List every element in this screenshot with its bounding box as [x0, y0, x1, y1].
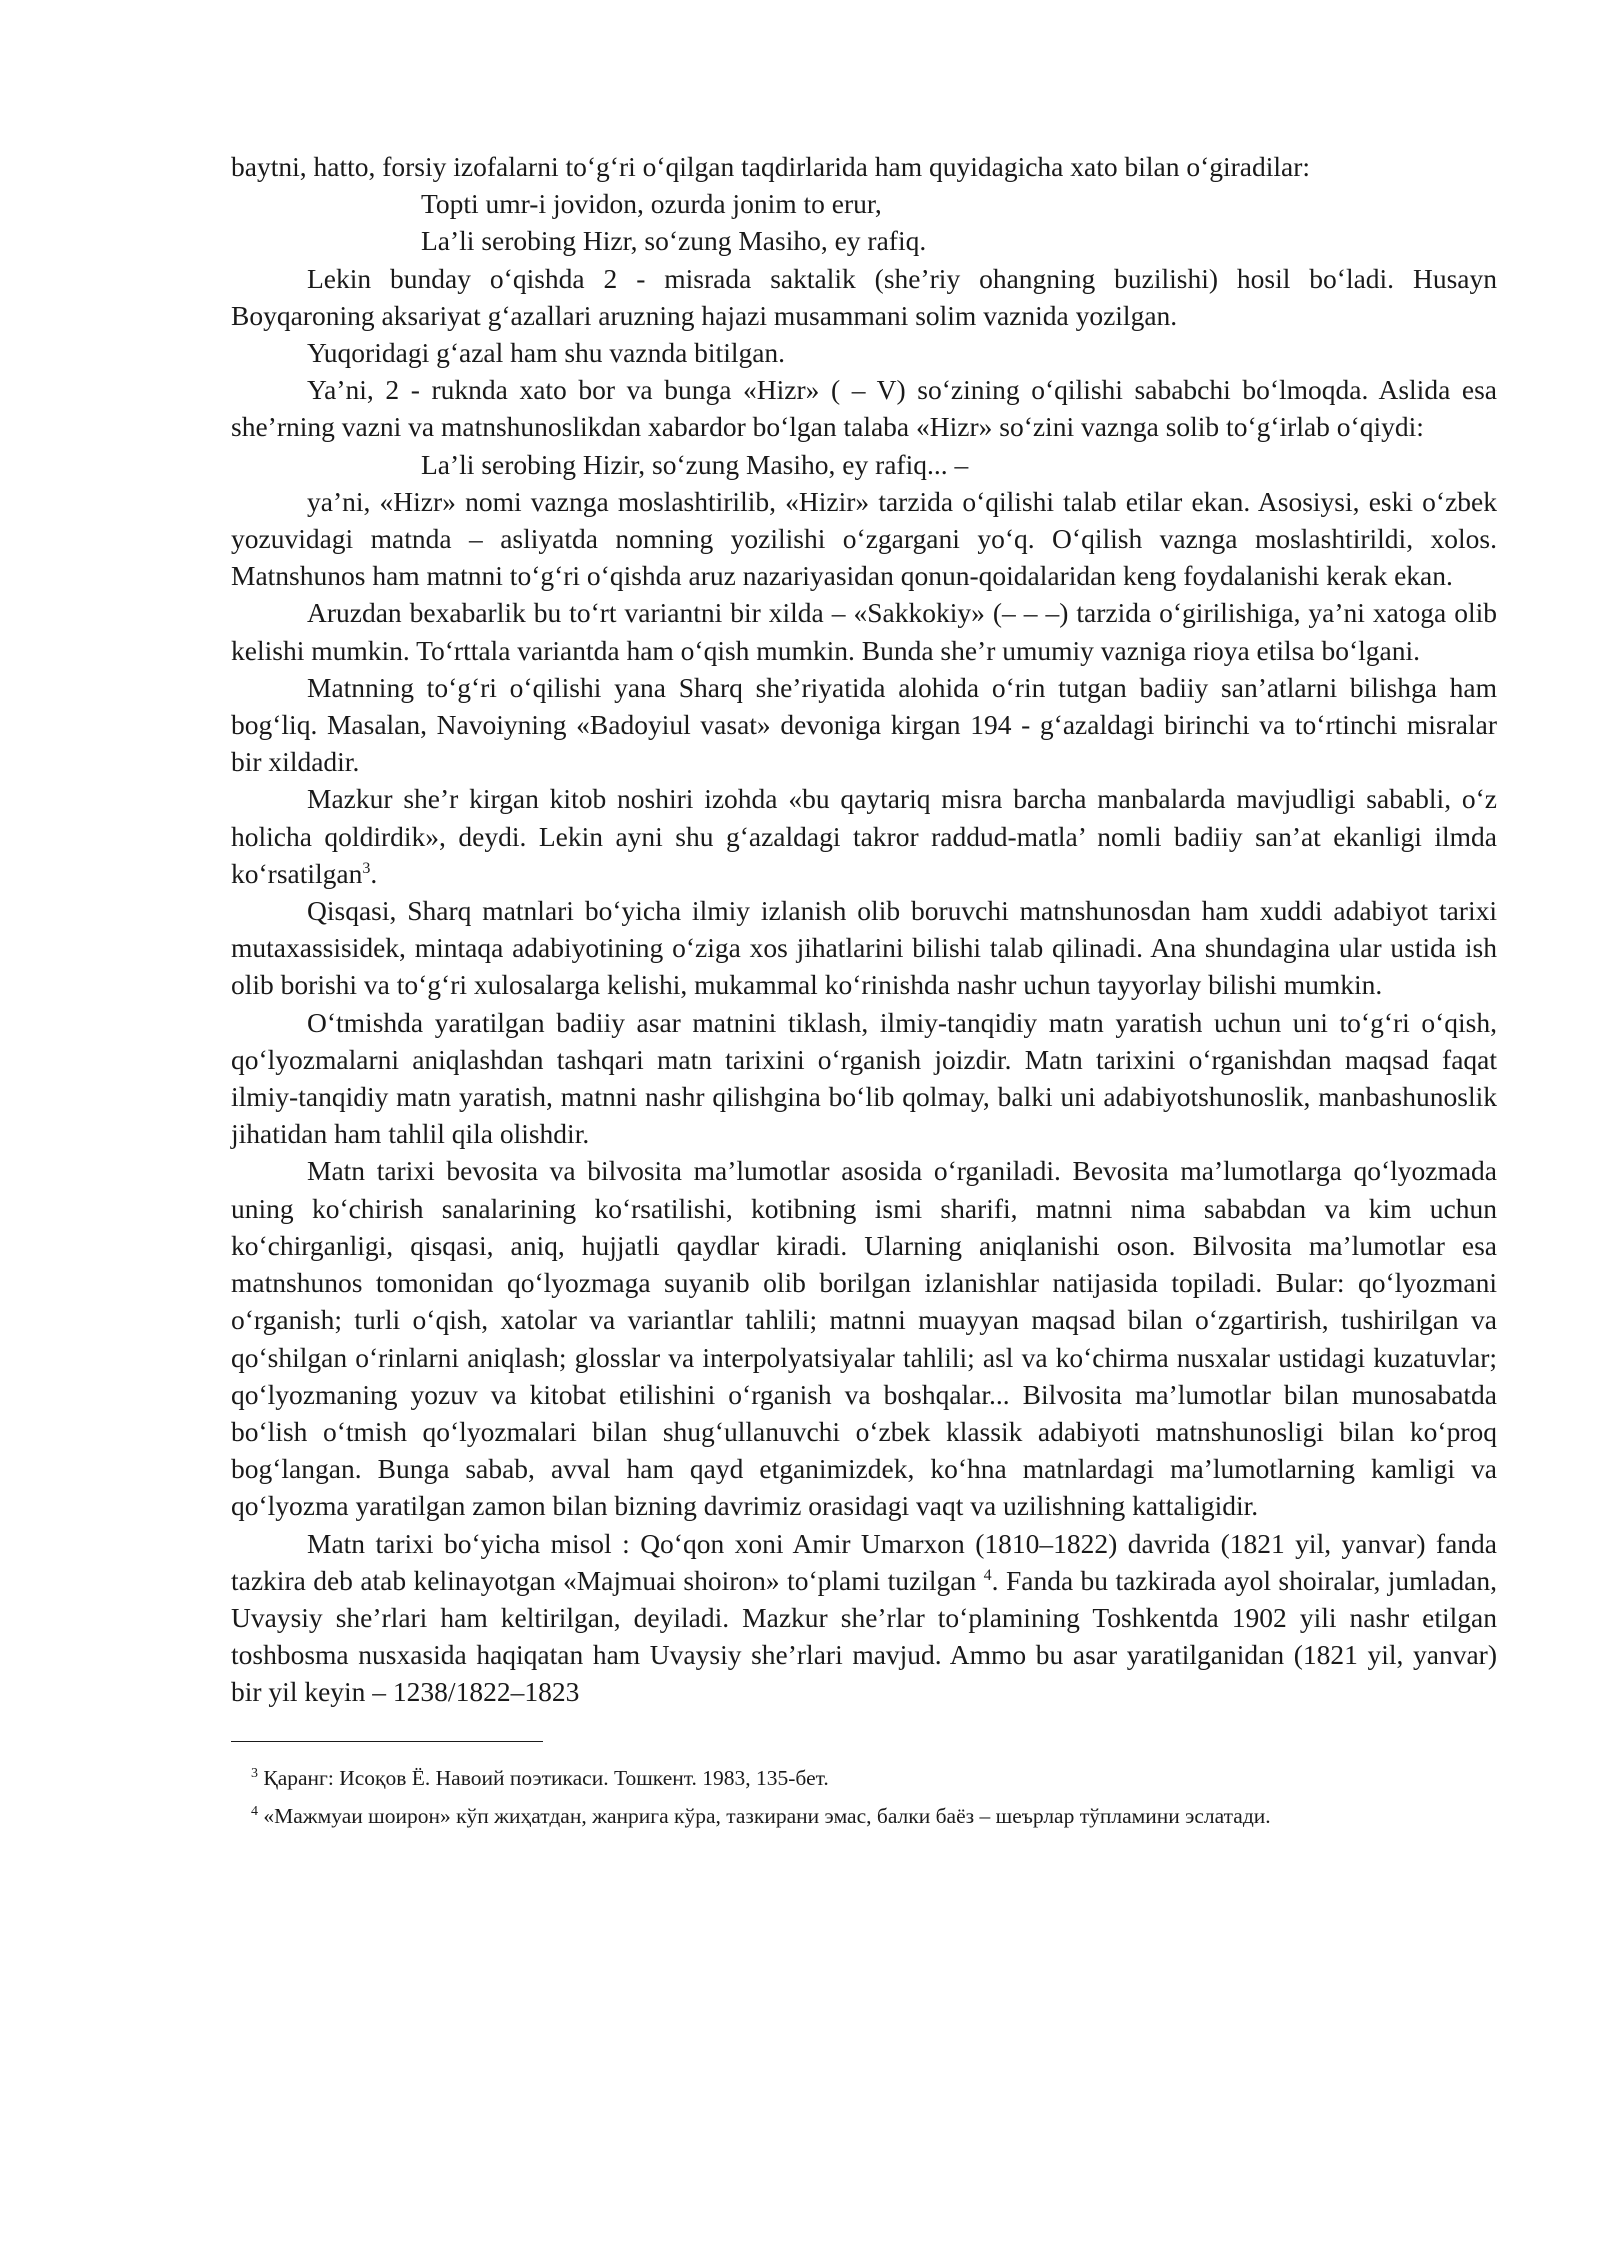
paragraph-text: Aruzdan bexabarlik bu to‘rt variantni bir xilda – «Sakkokiy» (– – –) tarzida o‘girilishiga, ya’ni xatoga olib kelishi mumkin. To‘rttala variantda ham o‘qish mumkin. Bunda she’r umumiy vazniga rioya etilsa bo‘lgani. — [231, 597, 1497, 666]
paragraph-text: Ya’ni, 2 - ruknda xato bor va bunga «Hizr» ( – V) so‘zining o‘qilishi sababchi bo‘lmoqda. Aslida esa she’rning vazni va matnshunoslikdan xabardor bo‘lgan talaba «Hizr» so‘zini vaznga solib to‘g‘irlab o‘qiydi: — [231, 374, 1497, 443]
body-text — [231, 148, 1497, 1711]
paragraph-text: ya’ni, «Hizr» nomi vaznga moslashtirilib, «Hizir» tarzida o‘qilishi talab etilar ekan. Asosiysi, eski o‘zbek yozuvidagi matnda – asliyatda nomning yozilishi o‘zgargani yo‘q. O‘qilish vaznga moslashtirildi, xolos. Matnshunos ham matnni to‘g‘ri o‘qishda aruz nazariyasidan qonun-qoidalaridan keng foydalanishi kerak ekan. — [231, 485, 1497, 592]
paragraph-text-cont: . — [370, 857, 378, 889]
footnote-text: Қаранг: Исоқов Ё. Навоий поэтикаси. Тошкент. 1983, 135-бет. — [258, 1765, 829, 1790]
footnotes — [231, 1762, 1497, 1832]
footnote — [231, 1800, 1497, 1832]
paragraph — [231, 371, 1497, 445]
paragraph-text: Matnning to‘g‘ri o‘qilishi yana Sharq she’riyatida alohida o‘rin tutgan badiiy san’atlarni bilishga ham bog‘liq. Masalan, Navoiyning «Badoyiul vasat» devoniga kirgan 194 - g‘azaldagi birinchi va to‘rtinchi misralar bir xildadir. — [231, 671, 1497, 778]
paragraph — [231, 594, 1497, 668]
footnote-mark: 3 — [251, 1765, 258, 1781]
paragraph — [231, 1525, 1497, 1711]
paragraph-text-cont: . Fanda bu tazkirada ayol shoiralar, jumladan, Uvaysiy she’rlari ham keltirilgan, deyiladi. Mazkur she’rlar to‘plamining Toshkentda 1902 yili nashr etilgan toshbosma nusxasida haqiqatan ham Uvaysiy she’rlari mavjud. Ammo bu asar yaratilganidan (1821 yil, yanvar) bir yil keyin – 1238/1822–1823 — [231, 1564, 1497, 1708]
paragraph-text: baytni, hatto, forsiy izofalarni to‘g‘ri o‘qilgan taqdirlarida ham quyidagicha xato bilan o‘giradilar: — [231, 151, 1311, 182]
paragraph-text: Qisqasi, Sharq matnlari bo‘yicha ilmiy izlanish olib boruvchi matnshunosdan ham xuddi adabiyot tarixi mutaxassisidek, mintaqa adabiyotining o‘ziga xos jihatlarini bilishi talab qilinadi. Ana shundagina ular ustida ish olib borishi va to‘g‘ri xulosalarga kelishi, mukammal ko‘rinishda nashr uchun tayyorlay bilishi mumkin. — [231, 895, 1497, 1001]
paragraph — [231, 483, 1497, 595]
paragraph-text: Matn tarixi bevosita va bilvosita ma’lumotlar asosida o‘rganiladi. Bevosita ma’lumotlarga qo‘lyozmada uning ko‘chirish sanalarining ko‘rsatilishi, kotibning ismi sharifi, matnni nima sababdan va kim uchun ko‘chirganligi, qisqasi, aniq, hujjatli qaydlar kiradi. Ularning aniqlanishi oson. Bilvosita ma’lumotlar esa matnshunos tomonidan qo‘lyozmaga suyanib olib borilgan izlanishlar natijasida topiladi. Bular: qo‘lyozmani o‘rganish; turli o‘qish, xatolar va variantlar tahlili; matnni muayyan maqsad bilan o‘zgartirish, tushirilgan va qo‘shilgan o‘rinlarni aniqlash; glosslar va interpolyatsiyalar tahlili; asl va ko‘chirma nusxalar ustidagi kuzatuvlar; qo‘lyozmaning yozuv va kitobat etilishini o‘rganish va boshqalar... Bilvosita ma’lumotlar bilan munosabatda bo‘lish o‘tmish qo‘lyozmalari bilan shug‘ullanuvchi o‘zbek klassik adabiyoti matnshunosligi bilan ko‘proq bog‘langan. Bunga sabab, avval ham qayd etganimizdek, ko‘hna matnlardagi ma’lumotlarning kamligi va qo‘lyozma yaratilgan zamon bilan bizning davrimiz orasidagi vaqt va uzilishning kattaligidir. — [231, 1155, 1497, 1522]
paragraph — [231, 669, 1497, 781]
document-page — [231, 148, 1497, 1838]
paragraph — [231, 1152, 1497, 1524]
footnote-separator — [231, 1741, 543, 1742]
paragraph — [231, 260, 1497, 334]
verse-line — [231, 185, 1497, 222]
paragraph-text: Matn tarixi bo‘yicha misol : Qo‘qon xoni Amir Umarxon (1810–1822) davrida (1821 yil, yanvar) fanda tazkira deb atab kelinayotgan «Majmuai shoiron» to‘plami tuzilgan — [231, 1527, 1497, 1596]
footnote — [231, 1762, 1497, 1794]
paragraph — [231, 1004, 1497, 1153]
verse-line — [231, 446, 1497, 483]
paragraph-text: La’li serobing Hizir, so‘zung Masiho, ey rafiq... – — [421, 448, 969, 480]
footnote-text: «Мажмуаи шоирон» кўп жиҳатдан, жанрига кўра, тазкирани эмас, балки баёз – шеърлар тўпламини эслатади. — [258, 1803, 1271, 1828]
paragraph-text: Yuqoridagi g‘azal ham shu vaznda bitilgan. — [307, 337, 786, 369]
footnote-mark: 4 — [251, 1803, 258, 1819]
paragraph-text: La’li serobing Hizr, so‘zung Masiho, ey rafiq. — [421, 225, 927, 257]
paragraph — [231, 892, 1497, 1004]
verse-line — [231, 222, 1497, 259]
footnote-ref: 4 — [983, 1566, 992, 1584]
paragraph — [231, 148, 1497, 185]
paragraph-text: O‘tmishda yaratilgan badiiy asar matnini tiklash, ilmiy-tanqidiy matn yaratish uchun uni to‘g‘ri o‘qish, qo‘lyozmalarni aniqlashdan tashqari matn tarixini o‘rganish joizdir. Matn tarixini o‘rganishdan maqsad faqat ilmiy-tanqidiy matn yaratish, matnni nashr qilishgina bo‘lib qolmay, balki uni adabiyotshunoslik, manbashunoslik jihatidan ham tahlil qila olishdir. — [231, 1006, 1497, 1150]
paragraph — [231, 334, 1497, 371]
footnote-ref: 3 — [362, 859, 371, 877]
paragraph — [231, 780, 1497, 892]
paragraph-text: Mazkur she’r kirgan kitob noshiri izohda «bu qaytariq misra barcha manbalarda mavjudligi sababli, o‘z holicha qoldirdik», deydi. Lekin ayni shu g‘azaldagi takror raddud-matla’ nomli badiiy san’at ekanligi ilmda ko‘rsatilgan — [231, 783, 1497, 889]
paragraph-text: Topti umr-i jovidon, ozurda jonim to erur, — [421, 188, 882, 220]
paragraph-text: Lekin bunday o‘qishda 2 - misrada saktalik (she’riy ohangning buzilishi) hosil bo‘ladi. Husayn Boyqaroning aksariyat g‘azallari aruzning hajazi musammani solim vaznida yozilgan. — [231, 262, 1497, 331]
